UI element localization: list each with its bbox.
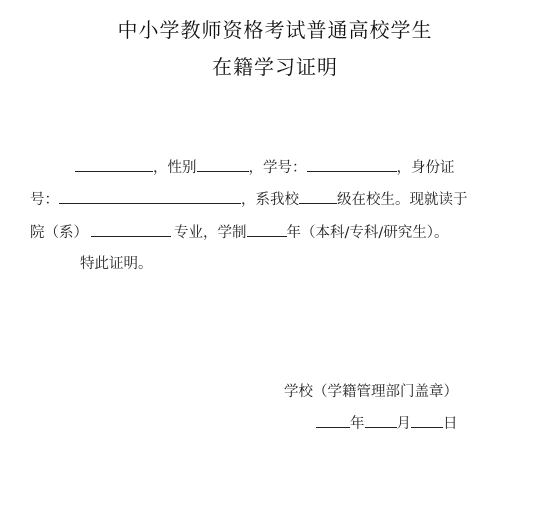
document-title-line-2: 在籍学习证明 [212, 55, 338, 79]
document-title-line-1: 中小学教师资格考试普通高校学生 [117, 18, 433, 42]
body-line-2 [30, 188, 468, 208]
body-line-3 [30, 221, 449, 241]
school-label: ，系我校 [241, 192, 299, 208]
duration-blank[interactable] [247, 221, 287, 237]
department-label: 院（系） [30, 225, 88, 241]
degree-type-label: 年（本科/专科/研究生）。 [286, 225, 449, 241]
id-card-label-end: 号： [30, 192, 59, 208]
student-id-label: ，学号： [248, 160, 307, 176]
id-card-label-start: ，身份证 [396, 160, 455, 176]
gender-blank[interactable] [197, 156, 249, 172]
body-line-1 [75, 156, 455, 176]
year-blank[interactable] [316, 412, 350, 428]
day-blank[interactable] [411, 412, 443, 428]
day-label: 日 [443, 416, 458, 432]
body-line-4: 特此证明。 [80, 256, 153, 272]
student-id-blank[interactable] [307, 156, 397, 172]
month-label: 月 [396, 416, 411, 432]
name-blank[interactable] [75, 156, 153, 172]
month-blank[interactable] [365, 412, 397, 428]
major-label: 专业，学制 [174, 225, 247, 241]
grade-label: 级在校生。现就读于 [337, 192, 468, 208]
school-seal-label: 学校（学籍管理部门盖章） [284, 384, 458, 400]
year-label: 年 [350, 416, 365, 432]
major-blank[interactable] [91, 221, 171, 237]
date-line [316, 412, 458, 433]
grade-blank[interactable] [299, 188, 337, 204]
gender-label: ，性别 [153, 160, 197, 176]
id-card-blank[interactable] [59, 188, 241, 204]
